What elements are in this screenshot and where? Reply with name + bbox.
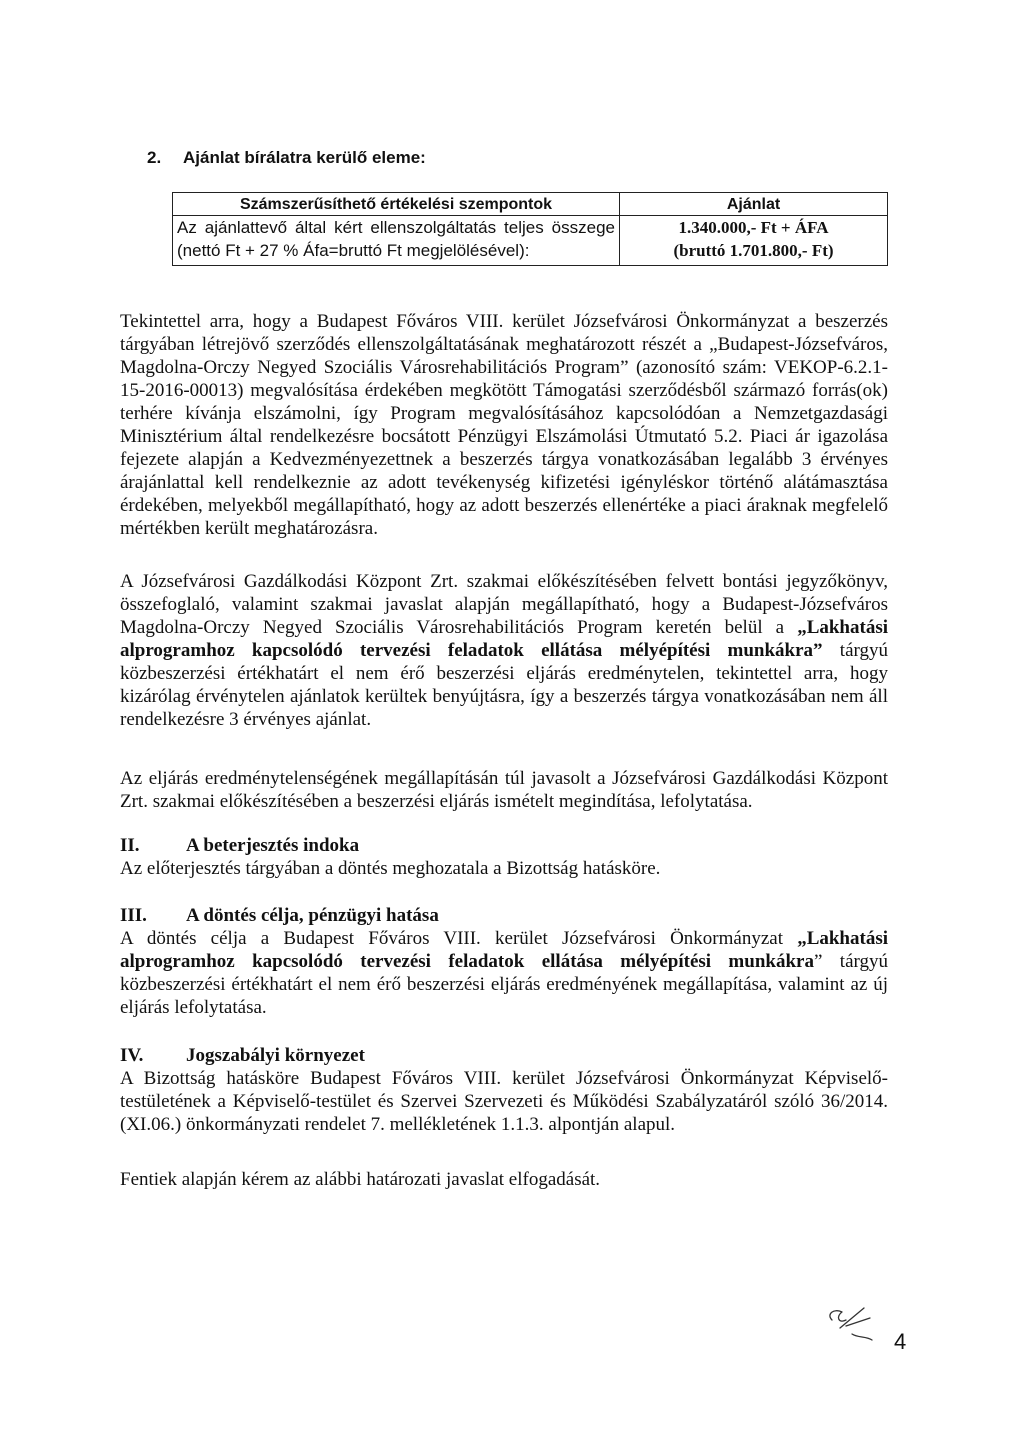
- section-II-heading: [120, 834, 888, 857]
- section-2-number: 2.: [147, 148, 162, 167]
- section-2-heading: [147, 146, 426, 169]
- section-III-heading: [120, 904, 888, 927]
- section-II-title: A beterjesztés indoka: [186, 835, 360, 856]
- section-IV-body: A Bizottság hatásköre Budapest Főváros VIII. kerület Józsefvárosi Önkormányzat Képviselő-testületének a Képviselő-testület és Szervei Szervezeti és Működési Szabályzatáról szóló 36/2014. (XI.06.) önkormányzati rendelet 7. mellékletének 1.1.3. alpontján alapul.: [120, 1068, 888, 1135]
- section-III-body: [120, 927, 888, 1019]
- page-number: 4: [894, 1329, 907, 1354]
- paragraph-finding-end: tárgyú közbeszerzési értékhatárt el nem érő beszerzési eljárás eredménytelen, tekintettel arra, hogy kizárólag érvénytelen ajánlatok kerültek benyújtásra, így a beszerzés tárgya vonatkozásában nem áll rendelkezésre 3 érvényes ajánlat.: [120, 640, 888, 730]
- section-IV: [120, 1044, 888, 1136]
- offer-value-gross: (bruttó 1.701.800,- Ft): [673, 241, 834, 260]
- section-2-title: Ajánlat bírálatra kerülő eleme:: [183, 148, 426, 167]
- paragraph-justification: Tekintettel arra, hogy a Budapest Főváros VIII. kerület Józsefvárosi Önkormányzat a beszerzés tárgyában létrejövő szerződés ellenszolgáltatásának meghatározott részét a „Budapest-Józsefváros, Magdolna-Orczy Negyed Szociális Városrehabilitációs Program” (azonosító szám: VEKOP-6.2.1-15-2016-00013) megvalósítása érdekében megkötött Támogatási szerződésből származó forrás(ok) terhére kívánja elszámolni, így Program megvalósításához kapcsolódóan a Nemzetgazdasági Minisztérium által rendelkezésre bocsátott Pénzügyi Elszámolási Útmutató 5.2. Piaci ár igazolása fejezete alapján a Kedvezményezettnek a beszerzés tárgya vonatkozásában legalább 3 érvényes árajánlattal kell rendelkeznie az adott tevékenység kifizetési igényléskor történő alátámasztása érdekében, melyekből megállapítható, hogy az adott beszerzés ellenértéke a piaci áraknak megfelelő mértékben került meghatározásra.: [120, 311, 888, 539]
- section-II-number: II.: [120, 835, 140, 856]
- procurement-subject: „Lakhatási alprogramhoz kapcsolódó tervezési feladatok ellátása mélyépítési munkákra”: [120, 617, 888, 661]
- offer-header: Ajánlat: [620, 193, 888, 216]
- section-IV-title: Jogszabályi környezet: [186, 1045, 365, 1066]
- offer-table: [172, 192, 888, 266]
- paragraph-proposal: Az eljárás eredménytelenségének megállapításán túl javasolt a Józsefvárosi Gazdálkodási Központ Zrt. szakmai előkészítésében a beszerzési eljárás ismételt megindítása, lefolytatása.: [120, 768, 888, 812]
- section-III-title: A döntés célja, pénzügyi hatása: [186, 905, 439, 926]
- offer-value-cell: [620, 216, 888, 266]
- section-III-body-end: ” tárgyú közbeszerzési értékhatárt el nem érő beszerzési eljárás eredményének megállapítása, valamint az új eljárás lefolytatása.: [120, 951, 888, 1018]
- section-IV-number: IV.: [120, 1045, 144, 1066]
- closing-sentence: Fentiek alapján kérem az alábbi határozati javaslat elfogadását.: [120, 1169, 601, 1190]
- offer-table-header-row: [173, 193, 888, 216]
- section-III-body-start: A döntés célja a Budapest Főváros VIII. kerület Józsefvárosi Önkormányzat: [120, 928, 798, 949]
- offer-table-row: [173, 216, 888, 266]
- section-II: [120, 834, 888, 880]
- signature-mark: [822, 1290, 882, 1350]
- criteria-header: Számszerűsíthető értékelési szempontok: [173, 193, 620, 216]
- section-III-subject: „Lakhatási alprogramhoz kapcsolódó tervezési feladatok ellátása mélyépítési munkákra: [120, 928, 888, 972]
- section-IV-heading: [120, 1044, 888, 1067]
- paragraph-finding-start: A Józsefvárosi Gazdálkodási Központ Zrt. szakmai előkészítésében felvett bontási jegyzőkönyv, összefoglaló, valamint szakmai javaslat alapján megállapítható, hogy a Budapest-Józsefváros Magdolna-Orczy Negyed Szociális Városrehabilitációs Program keretén belül a: [120, 571, 888, 638]
- criteria-cell: Az ajánlattevő által kért ellenszolgáltatás teljes összege (nettó Ft + 27 % Áfa=bruttó Ft megjelölésével):: [173, 216, 620, 266]
- offer-value-net: 1.340.000,- Ft + ÁFA: [678, 218, 829, 237]
- section-III: [120, 904, 888, 1019]
- section-III-number: III.: [120, 905, 147, 926]
- section-II-body: Az előterjesztés tárgyában a döntés meghozatala a Bizottság hatásköre.: [120, 858, 661, 879]
- paragraph-finding: [120, 570, 888, 731]
